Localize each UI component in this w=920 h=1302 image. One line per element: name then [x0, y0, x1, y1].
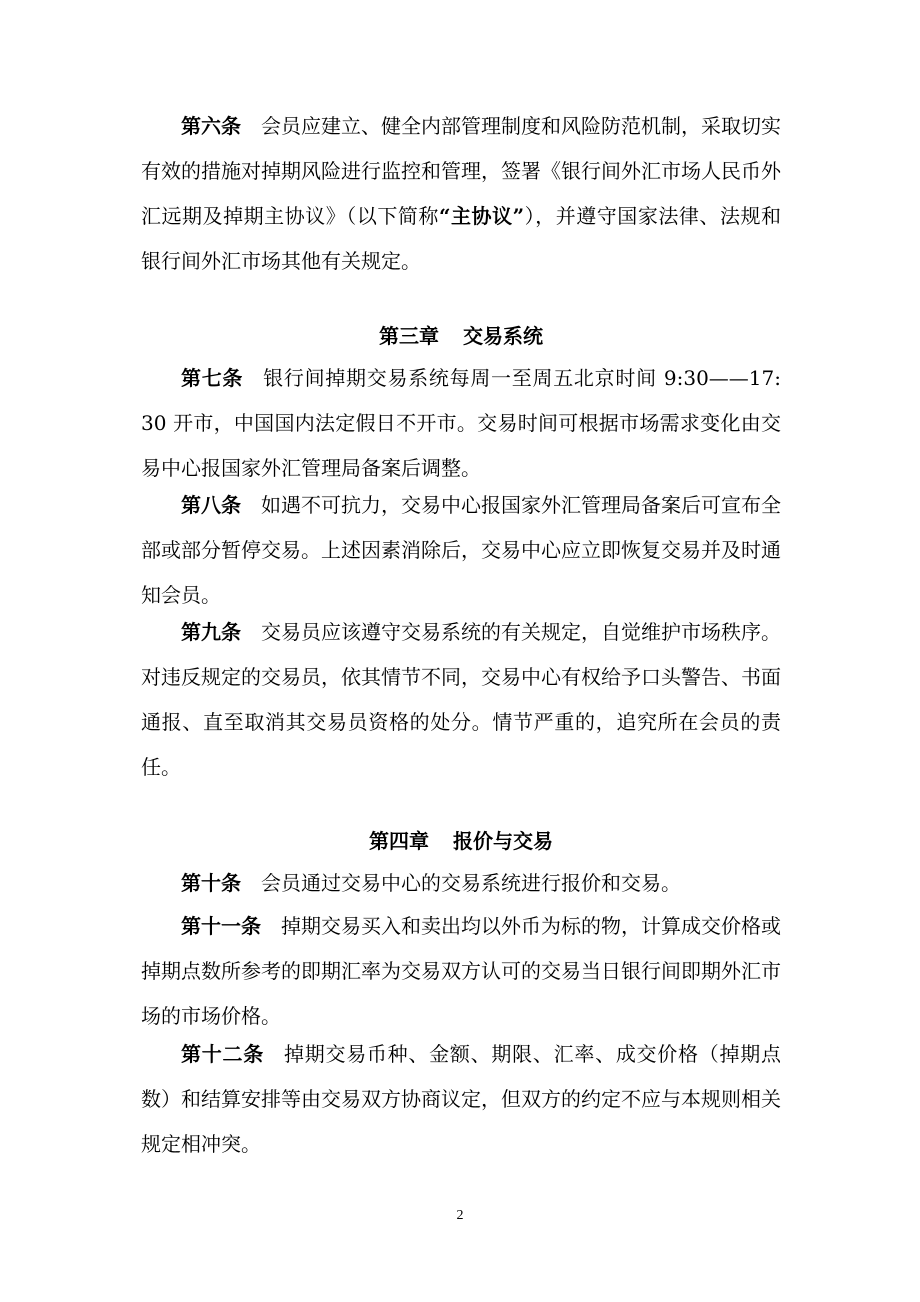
article-label: 第十一条: [181, 914, 261, 938]
chapter-title: 交易系统: [463, 324, 543, 348]
article-label: 第六条: [181, 114, 241, 138]
chapter-title: 报价与交易: [453, 829, 553, 853]
article-10: [141, 861, 781, 906]
article-6: [141, 104, 781, 284]
article-text: ），并遵守国家法律、法规和银行间外汇市场其他有关规定。: [141, 204, 782, 273]
article-label: 第八条: [181, 493, 241, 517]
article-text: 如遇不可抗力，交易中心报国家外汇管理局备案后可宣布全部或部分暂停交易。上述因素消除后，交易中心应立即恢复交易并及时通知会员。: [141, 493, 781, 607]
article-label: 第九条: [181, 620, 241, 644]
article-11: [141, 904, 781, 1039]
chapter-number: 第三章: [379, 324, 439, 348]
article-label: 第十二条: [181, 1042, 264, 1066]
article-8: [141, 483, 781, 618]
article-label: 第七条: [181, 366, 244, 390]
article-label: 第十条: [181, 871, 241, 895]
article-text: 银行间掉期交易系统每周一至周五北京时间 9:30——17: 30 开市，中国国内法定假日不开市。交易时间可根据市场需求变化由交易中心报国家外汇管理局备案后调整。: [141, 366, 781, 480]
chapter-heading: [141, 826, 781, 856]
article-12: [141, 1032, 781, 1167]
article-text: 会员通过交易中心的交易系统进行报价和交易。: [261, 871, 681, 895]
article-text: 会员应建立、健全内部管理制度和风险防范机制，采取切实有效的措施对掉期风险进行监控和管理，签署《银行间外汇市场人民币外汇远期及掉期主协议》（以下简称: [141, 114, 781, 228]
article-text: 掉期交易买入和卖出均以外币为标的物，计算成交价格或掉期点数所参考的即期汇率为交易双方认可的交易当日银行间即期外汇市场的市场价格。: [141, 914, 781, 1028]
page-number: 2: [456, 1208, 464, 1223]
chapter-number: 第四章: [369, 829, 429, 853]
article-7: [141, 356, 781, 491]
article-text: 交易员应该遵守交易系统的有关规定，自觉维护市场秩序。对违反规定的交易员，依其情节不同，交易中心有权给予口头警告、书面通报、直至取消其交易员资格的处分。情节严重的，追究所在会员的责任。: [141, 620, 781, 779]
article-9: [141, 610, 781, 790]
chapter-heading: [141, 321, 781, 351]
defined-term: “主协议”: [438, 204, 525, 228]
article-text: 掉期交易币种、金额、期限、汇率、成交价格（掉期点数）和结算安排等由交易双方协商议定，但双方的约定不应与本规则相关规定相冲突。: [141, 1042, 782, 1156]
